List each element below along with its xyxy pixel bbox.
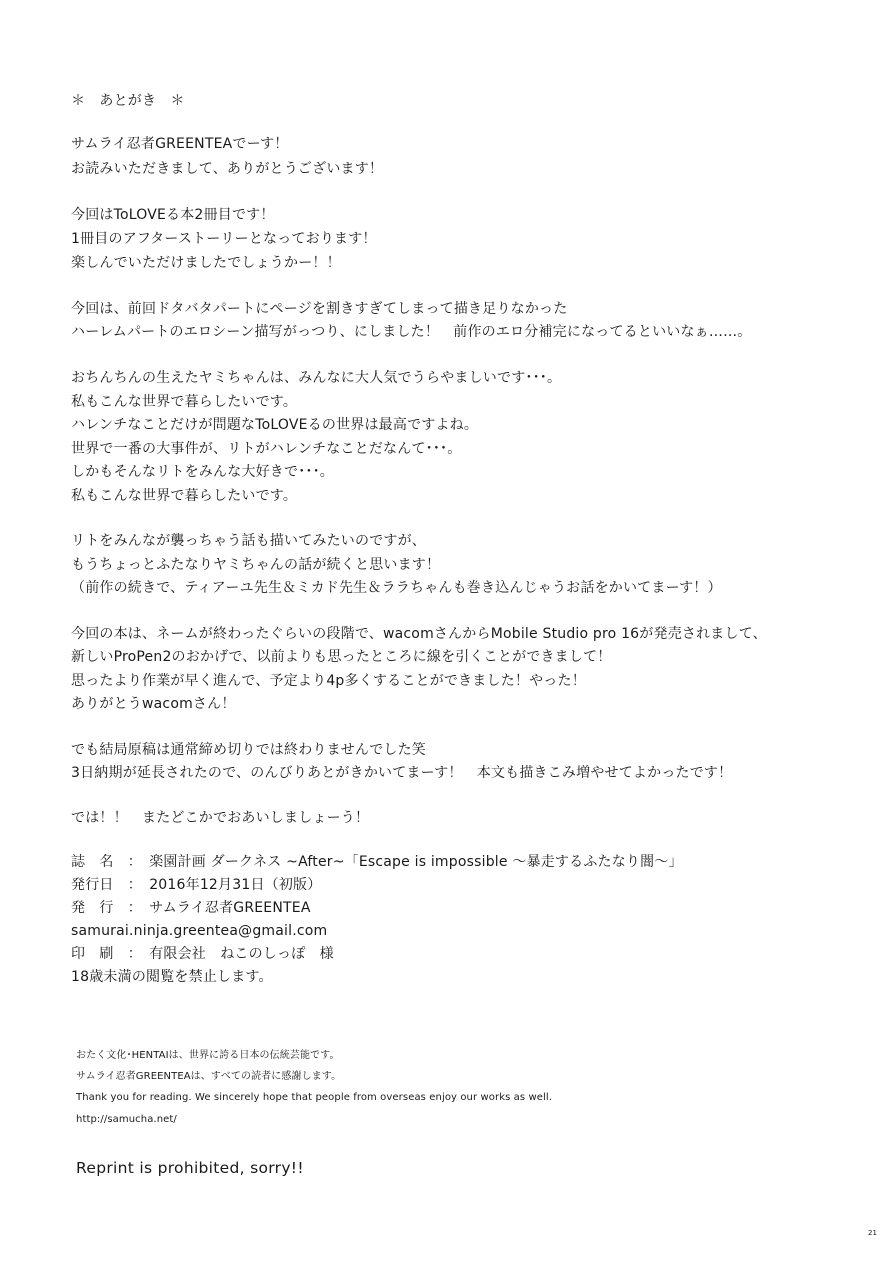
- colophon-date-line: 発行日 ： 2016年12月31日（初版）: [71, 877, 322, 893]
- afterword-line: お読みいただきまして、ありがとうございます！: [71, 161, 384, 177]
- afterword-line: （前作の続きで、ティアーユ先生＆ミカド先生＆ララちゃんも巻き込んじゃうお話をかいてまーす！）: [71, 580, 722, 596]
- afterword-line: 今回はToLOVEる本2冊目です！: [71, 207, 275, 223]
- afterword-line: ハレンチなことだけが問題なToLOVEるの世界は最高ですよね。: [71, 417, 479, 433]
- colophon-title-line: 誌 名 ： 楽園計画 ダークネス ~After~「Escape is impossible ～暴走するふたなり闇～」: [71, 854, 683, 870]
- afterword-line: 私もこんな世界で暮らしたいです。: [71, 394, 298, 410]
- colophon-age-notice: 18歳未満の閲覧を禁止します。: [71, 969, 273, 985]
- page-number: 21: [868, 1229, 877, 1237]
- afterword-line: 今回は、前回ドタバタパートにページを割きすぎてしまって描き足りなかった: [71, 301, 568, 317]
- afterword-line: 1冊目のアフターストーリーとなっております！: [71, 231, 377, 247]
- colophon-printer-line: 印 刷 ： 有限会社 ねこのしっぽ 様: [71, 946, 334, 962]
- afterword-line: ハーレムパートのエロシーン描写がっつり、にしました！ 前作のエロ分補完になってるといいなぁ……。: [71, 324, 752, 340]
- afterword-heading: ＊ あとがき ＊: [71, 93, 185, 109]
- afterword-line: サムライ忍者GREENTEAでーす！: [71, 136, 289, 152]
- footer-line: おたく文化･HENTAIは、世界に誇る日本の伝統芸能です。: [76, 1050, 340, 1061]
- footer-line: サムライ忍者GREENTEAは、すべての読者に感謝します。: [76, 1071, 342, 1082]
- colophon-publisher-line: 発 行 ： サムライ忍者GREENTEA: [71, 900, 311, 916]
- afterword-line: 世界で一番の大事件が、リトがハレンチなことだなんて･･･。: [71, 441, 462, 457]
- footer-line: Thank you for reading. We sincerely hope that people from overseas enjoy our works as well.: [76, 1092, 553, 1103]
- afterword-line: しかもそんなリトをみんな大好きで･･･。: [71, 464, 334, 480]
- footer-url: http://samucha.net/: [76, 1114, 177, 1125]
- afterword-line: 3日納期が延長されたので、のんびりあとがきかいてまーす！ 本文も描きこみ増やせてよかったです！: [71, 765, 733, 781]
- afterword-line: 楽しんでいただけましたでしょうかー！！: [71, 255, 341, 271]
- afterword-line: 新しいProPen2のおかげで、以前よりも思ったところに線を引くことができまして！: [71, 649, 612, 665]
- afterword-line: では！！ またどこかでおあいしましょーう！: [71, 810, 370, 826]
- afterword-line: 私もこんな世界で暮らしたいです。: [71, 488, 298, 504]
- afterword-line: 今回の本は、ネームが終わったぐらいの段階で、wacomさんからMobile Studio pro 16が発売されまして、: [71, 626, 767, 642]
- afterword-line: リトをみんなが襲っちゃう話も描いてみたいのですが、: [71, 533, 426, 549]
- afterword-line: もうちょっとふたなりヤミちゃんの話が続くと思います！: [71, 557, 441, 573]
- colophon-email: samurai.ninja.greentea@gmail.com: [71, 923, 328, 939]
- afterword-line: おちんちんの生えたヤミちゃんは、みんなに大人気でうらやましいです･･･。: [71, 370, 562, 386]
- reprint-notice: Reprint is prohibited, sorry!!: [76, 1159, 304, 1177]
- afterword-line: ありがとうwacomさん！: [71, 696, 236, 712]
- afterword-line: 思ったより作業が早く進んで、予定より4p多くすることができました！やった！: [71, 673, 586, 689]
- afterword-line: でも結局原稿は通常締め切りでは終わりませんでした笑: [71, 742, 426, 758]
